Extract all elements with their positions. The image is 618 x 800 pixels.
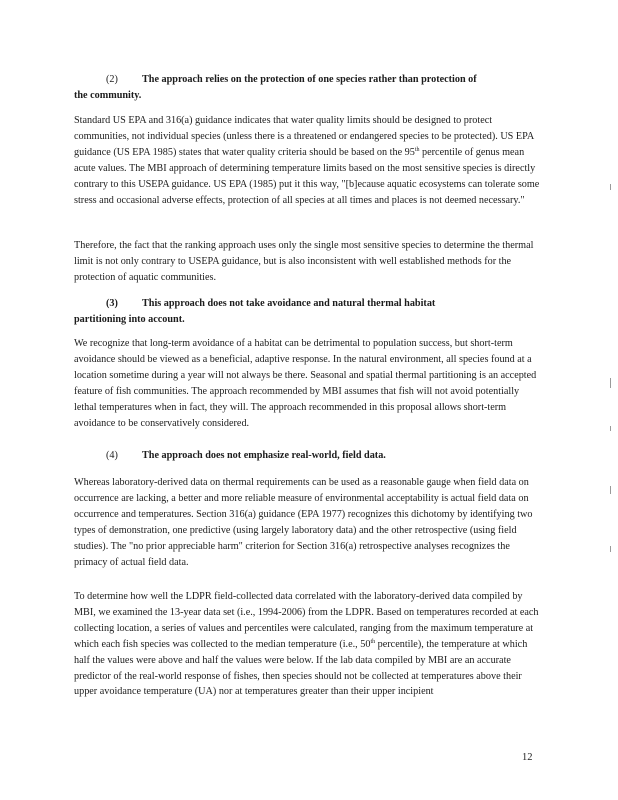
- paragraph-text: Whereas laboratory-derived data on thermal requirements can be used as a reasonable gauge when field data on occurrence are lacking, a better and more reliable measure of environmental acceptability is actual field data on occurrence and temperatures. Section 316(a) guidance (EPA 1977) recognizes this dichotomy by identifying two types of demonstration, one predictive (using largely laboratory data) and the other retrospective (using field studies). The "no prior appreciable harm" criterion for Section 316(a) retrospective analyses recognizes the primacy of actual field data.: [74, 477, 533, 568]
- paragraph: [74, 113, 544, 208]
- section-3-heading: [74, 296, 544, 328]
- scan-mark: [610, 546, 611, 552]
- paragraph-text: To determine how well the LDPR field-collected data correlated with the laboratory-derived data compiled by MBI, we examined the 13-year data set (i.e., 1994-2006) from the LDPR. Based on temperatures recorded at each collecting location, a series of values and percentiles were calculated, ranging from the maximum temperature at which each fish species was collected to the median temperature (i.e., 50: [74, 591, 539, 650]
- paragraph-text-cont: percentile of genus mean acute values. The MBI approach of determining temperature limits based on the most sensitive species is directly contrary to this USEPA guidance. US EPA (1985) put it this way, "[b]ecause aquatic ecosystems can tolerate some stress and occasional adverse effects, protection of all species at all times and places is not deemed necessary.": [74, 146, 540, 206]
- section-number: (4): [106, 450, 118, 461]
- paragraph-text-cont: percentile), the temperature at which half the values were above and half the values were below. If the lab data compiled by MBI are an accurate predictor of the real-world response of fishes, then species should not be collected at temperatures above their upper avoidance temperature (UA) nor at temperatures greater than their upper incipient: [74, 638, 528, 698]
- page-number: 12: [522, 752, 533, 763]
- paragraph-text: Therefore, the fact that the ranking approach uses only the single most sensitive species to determine the thermal limit is not only contrary to USEPA guidance, but is also inconsistent with well established methods for the protection of aquatic communities.: [74, 240, 534, 283]
- section-heading-text: This approach does not take avoidance and natural thermal habitat: [142, 298, 436, 309]
- paragraph: [74, 475, 544, 570]
- section-4-heading: [74, 448, 544, 464]
- section-2-heading: [74, 72, 544, 104]
- superscript: th: [370, 638, 376, 645]
- paragraph: [74, 238, 544, 286]
- paragraph: [74, 336, 544, 431]
- section-heading-text: The approach does not emphasize real-world, field data.: [142, 450, 386, 461]
- paragraph-text: Standard US EPA and 316(a) guidance indicates that water quality limits should be designed to protect communities, not individual species (unless there is a threatened or endangered species to be protected). US EPA guidance (US EPA 1985) states that water quality criteria should be based on the 95: [74, 115, 534, 158]
- scan-mark: [610, 486, 611, 494]
- section-heading-continuation: partitioning into account.: [74, 313, 185, 325]
- section-heading-text: The approach relies on the protection of one species rather than protection of: [142, 74, 477, 85]
- scan-mark: [610, 184, 611, 190]
- section-heading-continuation: the community.: [74, 89, 142, 101]
- paragraph-text: We recognize that long-term avoidance of a habitat can be detrimental to population success, but short-term avoidance should be viewed as a beneficial, adaptive response. In the natural environment, all species found at a location sometime during a year will not always be there. Seasonal and spatial thermal partitioning is an accepted feature of fish communities. The approach recommended by MBI assumes that fish will not avoid potentially lethal temperatures when in fact, they will. The approach recommended in this proposal allows short-term avoidance to be conservatively considered.: [74, 338, 537, 429]
- paragraph: [74, 589, 544, 700]
- scan-mark: [610, 378, 611, 388]
- section-number: (2): [106, 74, 118, 85]
- scan-mark: [610, 426, 611, 431]
- section-number: (3): [106, 298, 118, 309]
- superscript: th: [414, 146, 420, 153]
